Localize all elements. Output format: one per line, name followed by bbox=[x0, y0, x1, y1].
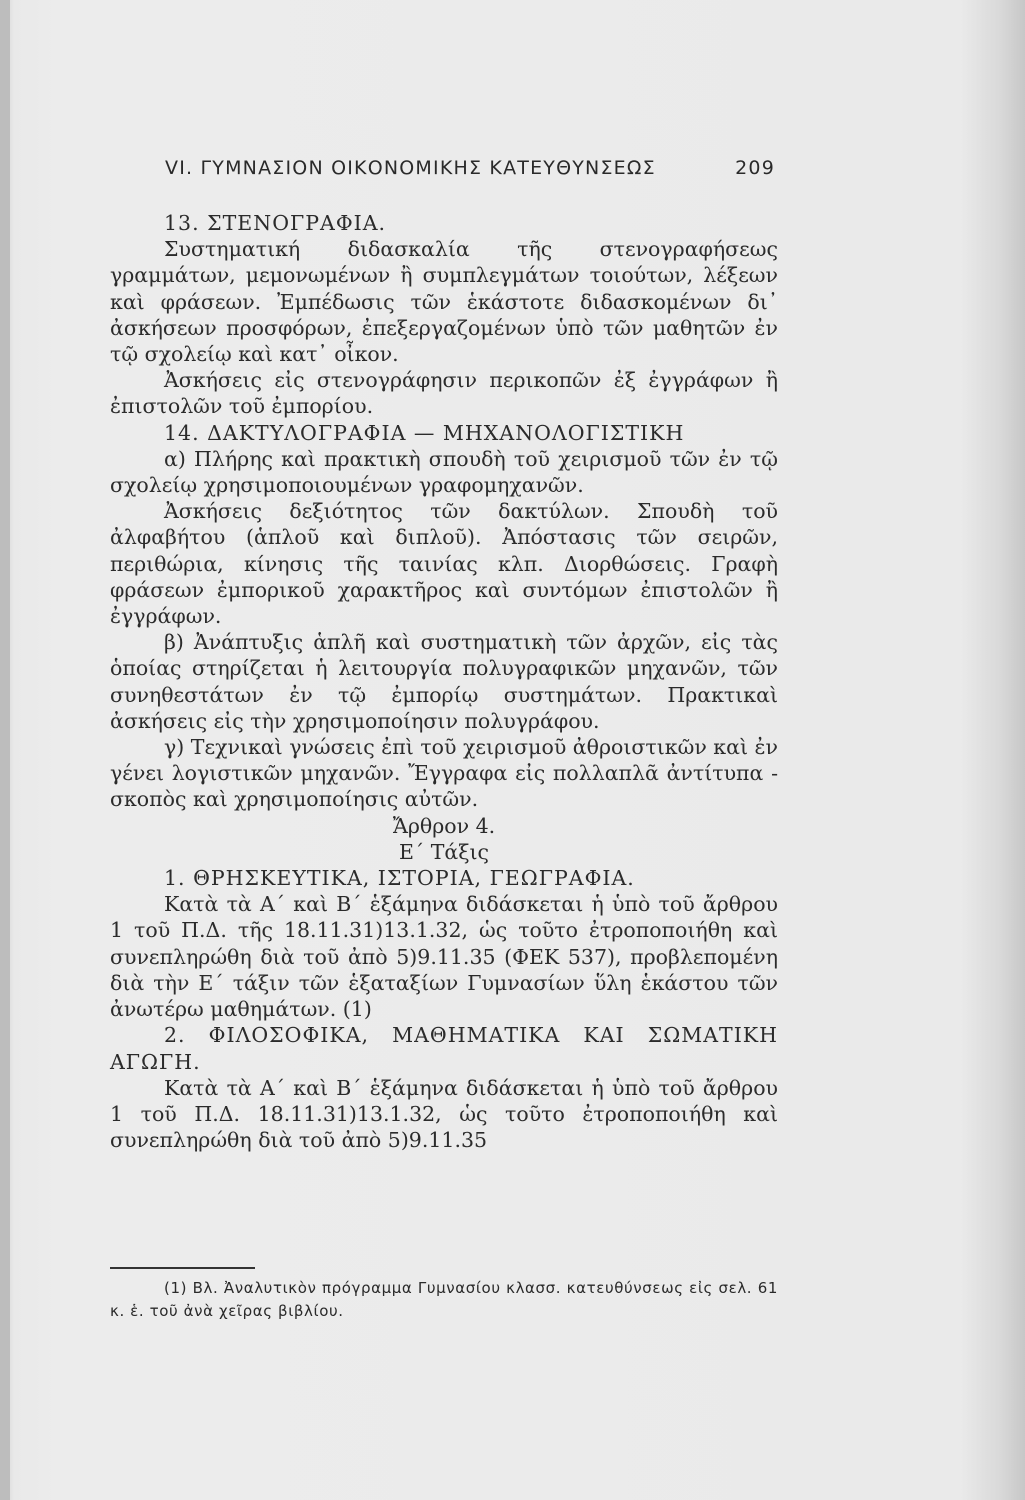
footnote-text: (1) Βλ. Ἀναλυτικὸν πρόγραμμα Γυμνασίου κλασσ. κατευθύνσεως εἰς σελ. 61 κ. ἑ. τοῦ ἀνὰ χεῖρας βιβλίου. bbox=[110, 1279, 778, 1320]
running-header bbox=[165, 157, 775, 179]
section-heading-stenography: 13. ΣΤΕΝΟΓΡΑΦΙΑ. bbox=[164, 211, 387, 235]
paragraph: γ) Τεχνικαὶ γνώσεις ἐπὶ τοῦ χειρισμοῦ ἀθροιστικῶν καὶ ἐν γένει λογιστικῶν μηχανῶν. Ἔγγραφα εἰς πολλαπλᾶ ἀντίτυπα - σκοπὸς καὶ χρησιμοποίησις αὐτῶν. bbox=[110, 735, 778, 812]
footnote-divider bbox=[110, 1267, 255, 1269]
paragraph: Ἀσκήσεις εἰς στενογράφησιν περικοπῶν ἐξ ἐγγράφων ἢ ἐπιστολῶν τοῦ ἐμπορίου. bbox=[110, 368, 778, 419]
subsection-heading-religion-history: 1. ΘΡΗΣΚΕΥΤΙΚΑ, ΙΣΤΟΡΙΑ, ΓΕΩΓΡΑΦΙΑ. bbox=[164, 866, 635, 891]
paragraph: Κατὰ τὰ Α´ καὶ Β´ ἑξάμηνα διδάσκεται ἡ ὑπὸ τοῦ ἄρθρου 1 τοῦ Π.Δ. 18.11.31)13.1.32, ὡς τοῦτο ἐτροποποιήθη καὶ συνεπληρώθη διὰ τοῦ ἀπὸ 5)9.11.35 bbox=[110, 1075, 778, 1153]
class-title: Ε´ Τάξις bbox=[398, 839, 490, 864]
page-number: 209 bbox=[735, 157, 775, 179]
paragraph: β) Ἀνάπτυξις ἁπλῆ καὶ συστηματικὴ τῶν ἀρχῶν, εἰς τὰς ὁποίας στηρίζεται ἡ λειτουργία πολυγραφικῶν μηχανῶν, τῶν συνηθεστάτων ἐν τῷ ἐμπορίῳ συστημάτων. Πρακτικαὶ ἀσκήσεις εἰς τὴν χρησιμοποίησιν πολυγράφου. bbox=[110, 630, 778, 733]
page-edge bbox=[0, 0, 10, 1500]
footnote bbox=[110, 1277, 778, 1323]
paragraph: Συστηματική διδασκαλία τῆς στενογραφήσεως γραμμάτων, μεμονωμένων ἢ συμπλεγμάτων τοιούτων, λέξεων καὶ φράσεων. Ἐμπέδωσις τῶν ἑκάστοτε διδασκομένων δι᾽ ἀσκήσεων προσφόρων, ἐπεξεργαζομένων ὑπὸ τῶν μαθητῶν ἐν τῷ σχολείῳ καὶ κατ᾽ οἶκον. bbox=[110, 237, 778, 367]
article-title: Ἄρθρον 4. bbox=[392, 813, 496, 838]
section-heading-typing: 14. ΔΑΚΤΥΛΟΓΡΑΦΙΑ — ΜΗΧΑΝΟΛΟΓΙΣΤΙΚΗ bbox=[164, 420, 685, 445]
running-title: VI. ΓΥΜΝΑΣΙΟΝ ΟΙΚΟΝΟΜΙΚΗΣ ΚΑΤΕΥΘΥΝΣΕΩΣ bbox=[165, 157, 656, 179]
paragraph: Ἀσκήσεις δεξιότητος τῶν δακτύλων. Σπουδὴ τοῦ ἀλφαβήτου (ἁπλοῦ καὶ διπλοῦ). Ἀπόστασις τῶν σειρῶν, περιθώρια, κίνησις τῆς ταινίας κλπ. Διορθώσεις. Γραφὴ φράσεων ἐμπορικοῦ χαρακτῆρος καὶ συντόμων ἐπιστολῶν ἢ ἐγγράφων. bbox=[110, 499, 778, 629]
paragraph: Κατὰ τὰ Α´ καὶ Β´ ἑξάμηνα διδάσκεται ἡ ὑπὸ τοῦ ἄρθρου 1 τοῦ Π.Δ. τῆς 18.11.31)13.1.32, ὡς τοῦτο ἐτροποποιήθη καὶ συνεπληρώθη διὰ τοῦ ἀπὸ 5)9.11.35 (ΦΕΚ 537), προβλεπομένη διὰ τὴν Ε´ τάξιν τῶν ἑξαταξίων Γυμνασίων ὕλη ἑκάστου τῶν ἀνωτέρω μαθημάτων. (1) bbox=[110, 892, 778, 1022]
page-body bbox=[110, 210, 778, 1153]
paragraph: α) Πλήρης καὶ πρακτικὴ σπουδὴ τοῦ χειρισμοῦ τῶν ἐν τῷ σχολείῳ χρησιμοποιουμένων γραφομηχανῶν. bbox=[110, 446, 778, 498]
subsection-heading-philosophy-math: 2. ΦΙΛΟΣΟΦΙΚΑ, ΜΑΘΗΜΑΤΙΚΑ ΚΑΙ ΣΩΜΑΤΙΚΗ ΑΓΩΓΗ. bbox=[110, 1023, 778, 1074]
